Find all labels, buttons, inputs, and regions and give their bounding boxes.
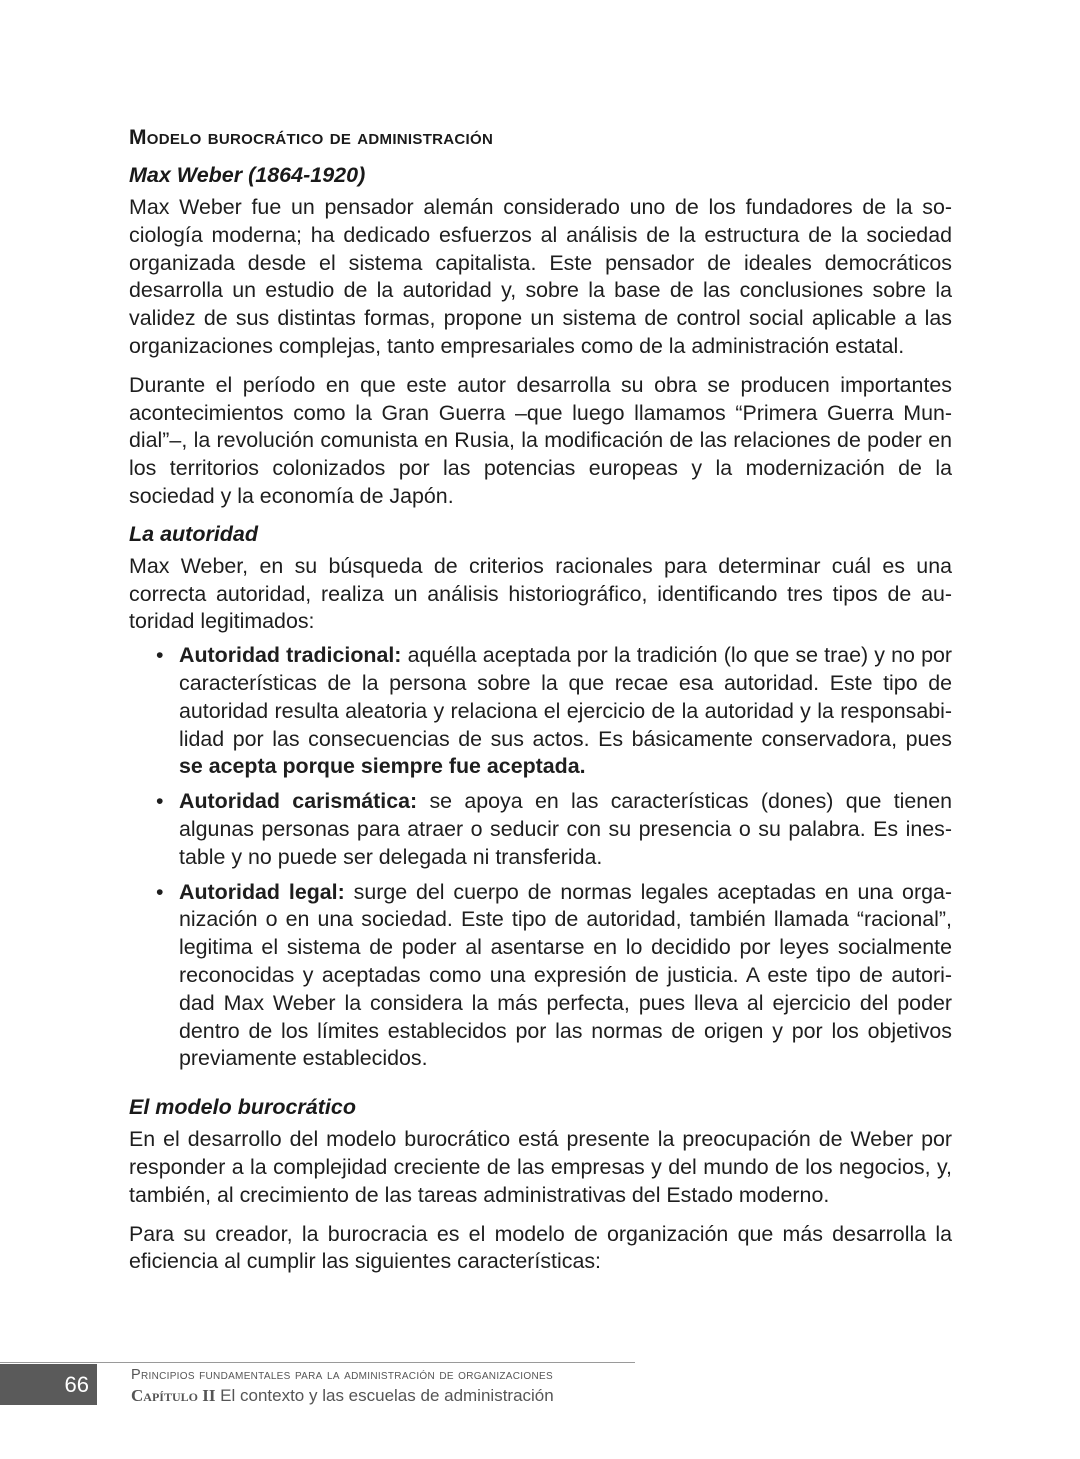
subhead-max-weber: Max Weber (1864-1920) xyxy=(129,163,366,187)
paragraph-authority-intro: Max Weber, en su búsqueda de criterios racionales para determinar cuál es una correcta autoridad, realiza un análisis historiográfico, identificando tres tipos de au-toridad legitimados: xyxy=(129,553,952,634)
paragraph-weber-intro: Max Weber fue un pensador alemán considerado uno de los fundadores de la so-ciología moderna; ha dedicado esfuerzos al análisis de la estructura de la sociedad organizada desde el sistema capitalista. Este pensador de ideales democráticos desarrolla un estudio de la autoridad y, sobre la base de las conclusiones sobre la validez de sus distintas formas, propone un sistema de control social aplicable a las organizaciones complejas, tanto empresariales como de la administración estatal. xyxy=(129,195,952,358)
page-number: 66 xyxy=(0,1364,97,1405)
item-text: surge del cuerpo de normas legales aceptadas en una orga-nización o en una sociedad. Este tipo de autoridad, también llamada “racional”, legitima el sistema de poder al asentarse en lo decidido por leyes socialmente reconocidas y aceptadas como una expresión de justicia. A este tipo de autori-dad Max Weber la considera la más perfecta, pues lleva al ejercicio del poder dentro de los límites establecidos por las normas de origen y por los objetivos previamente establecidos. xyxy=(179,879,952,1071)
section-title: Modelo burocrático de administración xyxy=(129,126,494,149)
footer-chapter-label: Capítulo II xyxy=(131,1386,216,1405)
item-emphasis: se acepta porque siempre fue aceptada. xyxy=(179,754,586,779)
footer-chapter xyxy=(131,1386,554,1406)
item-text: se apoya en las características (dones) que tienen algunas personas para atraer o seducir con su presencia o su palabra. Es ines-table y no puede ser delegada ni transferida. xyxy=(179,789,952,869)
paragraph-historical-context: Durante el período en que este autor desarrolla su obra se producen importantes acontecimientos como la Gran Guerra –que luego llamamos “Primera Guerra Mun-dial”–, la revolución comunista en Rusia, la modificación de las relaciones de poder en los territorios colonizados por las potencias europeas y la modernización de la sociedad y la economía de Japón. xyxy=(129,372,952,508)
list-item-authority-traditional xyxy=(156,642,952,781)
subhead-la-autoridad: La autoridad xyxy=(129,521,259,546)
list-item-authority-charismatic xyxy=(156,788,952,871)
term-label: Autoridad carismática: xyxy=(179,789,418,814)
footer-divider xyxy=(0,1362,635,1363)
authority-types-list xyxy=(129,642,952,1073)
paragraph-bureaucratic-model: En el desarrollo del modelo burocrático está presente la preocupación de Weber por responder a la complejidad creciente de las empresas y del mundo de los negocios, y, también, al crecimiento de las tareas administrativas del Estado moderno. xyxy=(129,1127,952,1207)
bullet-marker: • xyxy=(156,789,164,814)
footer-chapter-title: El contexto y las escuelas de administración xyxy=(215,1386,554,1405)
page-content xyxy=(129,126,952,1287)
subhead-modelo-burocratico: El modelo burocrático xyxy=(129,1095,356,1120)
term-label: Autoridad tradicional: xyxy=(179,643,402,668)
bullet-marker: • xyxy=(156,879,164,904)
footer-book-title: Principios fundamentales para la administración de organizaciones xyxy=(131,1367,553,1383)
term-label: Autoridad legal: xyxy=(179,879,345,904)
paragraph-bureaucracy-efficiency: Para su creador, la burocracia es el modelo de organización que más desarrolla la eficiencia al cumplir las siguientes características: xyxy=(129,1221,952,1274)
list-item-authority-legal xyxy=(156,879,952,1074)
item-text: aquélla aceptada por la tradición (lo que se trae) y no por características de la persona sobre la que recae esa autoridad. Este tipo de autoridad resulta aleatoria y relaciona el ejercicio de la autoridad y la responsabi-lidad por las consecuencias de sus actos. Es básicamente conservadora, pues xyxy=(179,643,952,751)
bullet-marker: • xyxy=(156,643,164,668)
